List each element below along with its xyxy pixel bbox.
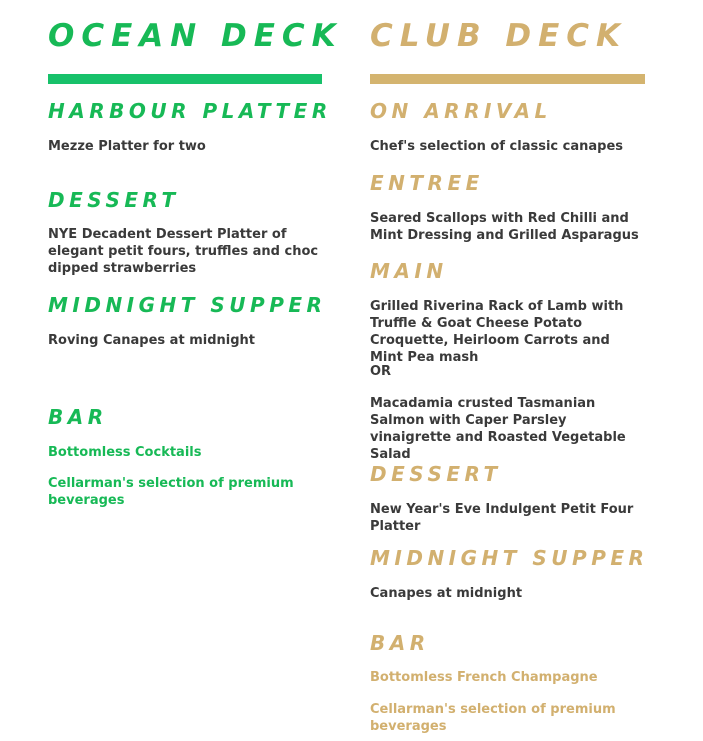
club-on-arrival-heading: ON ARRIVAL xyxy=(370,99,552,123)
ocean-deck-divider xyxy=(48,74,322,84)
ocean-harbour-platter-heading: HARBOUR PLATTER xyxy=(48,99,332,123)
club-bar-item: Cellarman's selection of premium beverages xyxy=(370,702,616,734)
club-main-option: Macadamia crusted Tasmanian Salmon with Caper Parsley vinaigrette and Roasted Vegetable Salad xyxy=(370,396,626,462)
ocean-bar-item: Bottomless Cocktails xyxy=(48,445,202,460)
ocean-harbour-platter-item: Mezze Platter for two xyxy=(48,139,206,154)
ocean-bar-item: Cellarman's selection of premium beverages xyxy=(48,476,294,508)
club-entree-item: Seared Scallops with Red Chilli and Mint Dressing and Grilled Asparagus xyxy=(370,211,639,243)
club-entree-heading: ENTREE xyxy=(370,171,484,195)
ocean-bar-heading: BAR xyxy=(48,405,108,429)
club-main-option: Grilled Riverina Rack of Lamb with Truffle & Goat Cheese Potato Croquette, Heirloom Carrots and Mint Pea mash xyxy=(370,299,624,365)
club-midnight-supper-heading: MIDNIGHT SUPPER xyxy=(370,546,649,570)
ocean-midnight-supper-item: Roving Canapes at midnight xyxy=(48,333,255,348)
ocean-midnight-supper-heading: MIDNIGHT SUPPER xyxy=(48,293,327,317)
ocean-dessert-item: NYE Decadent Dessert Platter of elegant petit fours, truffles and choc dipped strawberries xyxy=(48,227,319,276)
club-dessert-item: New Year's Eve Indulgent Petit Four Platter xyxy=(370,502,634,534)
club-main-heading: MAIN xyxy=(370,259,448,283)
club-main-or-label: OR xyxy=(370,364,392,379)
club-bar-item: Bottomless French Champagne xyxy=(370,670,598,685)
club-deck-divider xyxy=(370,74,645,84)
club-deck-title: CLUB DECK xyxy=(370,18,628,54)
ocean-deck-title: OCEAN DECK xyxy=(48,18,343,54)
club-dessert-heading: DESSERT xyxy=(370,462,502,486)
ocean-dessert-heading: DESSERT xyxy=(48,188,180,212)
club-midnight-supper-item: Canapes at midnight xyxy=(370,586,523,601)
club-on-arrival-item: Chef's selection of classic canapes xyxy=(370,139,624,154)
club-bar-heading: BAR xyxy=(370,631,430,655)
